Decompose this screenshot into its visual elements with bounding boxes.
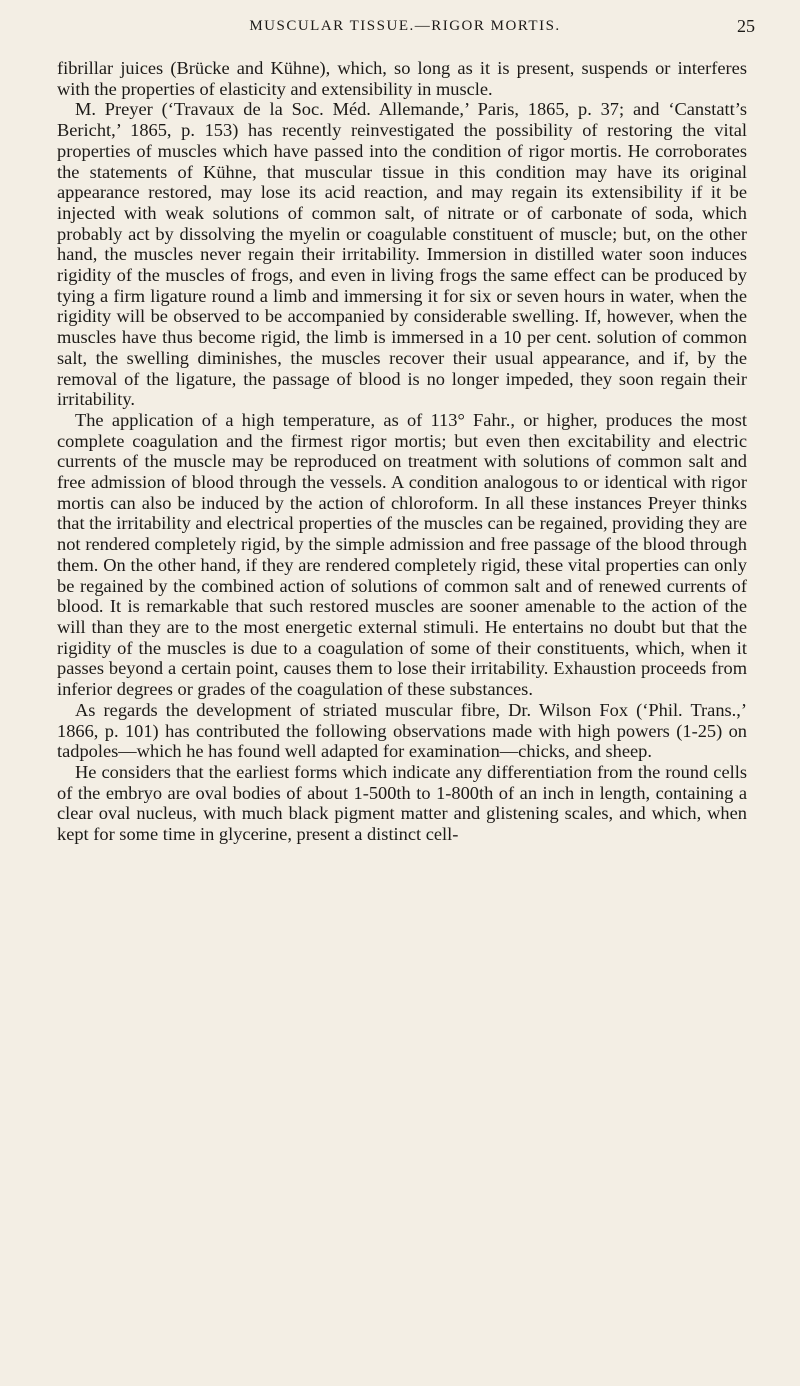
paragraph: The application of a high temperature, as of 113° Fahr., or higher, produces the most complete coagulation and the firmest rigor mortis; but even then excitability and electric currents of the muscle may be reproduced on treatment with solutions of common salt and free admission of blood through the vessels. A condition analogous to or identical with rigor mortis can also be induced by the action of chloroform. In all these instances Preyer thinks that the irritability and electrical properties of the muscles can be regained, providing they are not rendered completely rigid, by the simple admission and free passage of the blood through them. On the other hand, if they are rendered completely rigid, these vital properties can only be regained by the combined action of solutions of common salt and of renewed currents of blood. It is remarkable that such restored muscles are sooner amenable to the action of the will than they are to the most energetic external stimuli. He entertains no doubt but that the rigidity of the muscles is due to a coagulation of some of their constituents, which, when it passes beyond a certain point, causes them to lose their irritability. Exhaustion proceeds from inferior degrees or grades of the coagulation of these substances. <box>57 409 747 700</box>
paragraph: He considers that the earliest forms which indicate any differentiation from the round cells of the embryo are oval bodies of about 1-500th to 1-800th of an inch in length, containing a clear oval nucleus, with much black pigment matter and glistening scales, and which, when kept for some time in glycerine, present a distinct cell- <box>57 761 747 845</box>
running-title: MUSCULAR TISSUE.—RIGOR MORTIS. <box>249 18 561 34</box>
paragraph: As regards the development of striated muscular fibre, Dr. Wilson Fox (‘Phil. Trans.,’ 1866, p. 101) has contributed the following observations made with high powers (1-25) on tadpoles—which he has found well adapted for examination—chicks, and sheep. <box>57 699 747 762</box>
running-header <box>55 18 755 42</box>
paragraph: M. Preyer (‘Travaux de la Soc. Méd. Allemande,’ Paris, 1865, p. 37; and ‘Canstatt’s Bericht,’ 1865, p. 153) has recently reinvestigated the possibility of restoring the vital properties of muscles which have passed into the condition of rigor mortis. He corroborates the statements of Kühne, that muscular tissue in this condition may have its original appearance restored, may lose its acid reaction, and may regain its extensibility if it be injected with weak solutions of common salt, of nitrate or of carbonate of soda, which probably act by dissolving the myelin or coagulable constituent of muscle; but, on the other hand, the muscles never regain their irritability. Immersion in distilled water soon induces rigidity of the muscles of frogs, and even in living frogs the same effect can be produced by tying a firm ligature round a limb and immersing it for six or seven hours in water, when the rigidity will be observed to be accompanied by considerable swelling. If, however, when the muscles have thus become rigid, the limb is immersed in a 10 per cent. solution of common salt, the swelling diminishes, the muscles recover their usual appearance, and if, by the removal of the ligature, the passage of blood is no longer impeded, they soon regain their irritability. <box>57 99 747 410</box>
paragraph: fibrillar juices (Brücke and Kühne), which, so long as it is present, suspends or interferes with the properties of elasticity and extensibility in muscle. <box>57 58 747 99</box>
page-number: 25 <box>737 16 755 36</box>
body-text <box>57 58 747 845</box>
